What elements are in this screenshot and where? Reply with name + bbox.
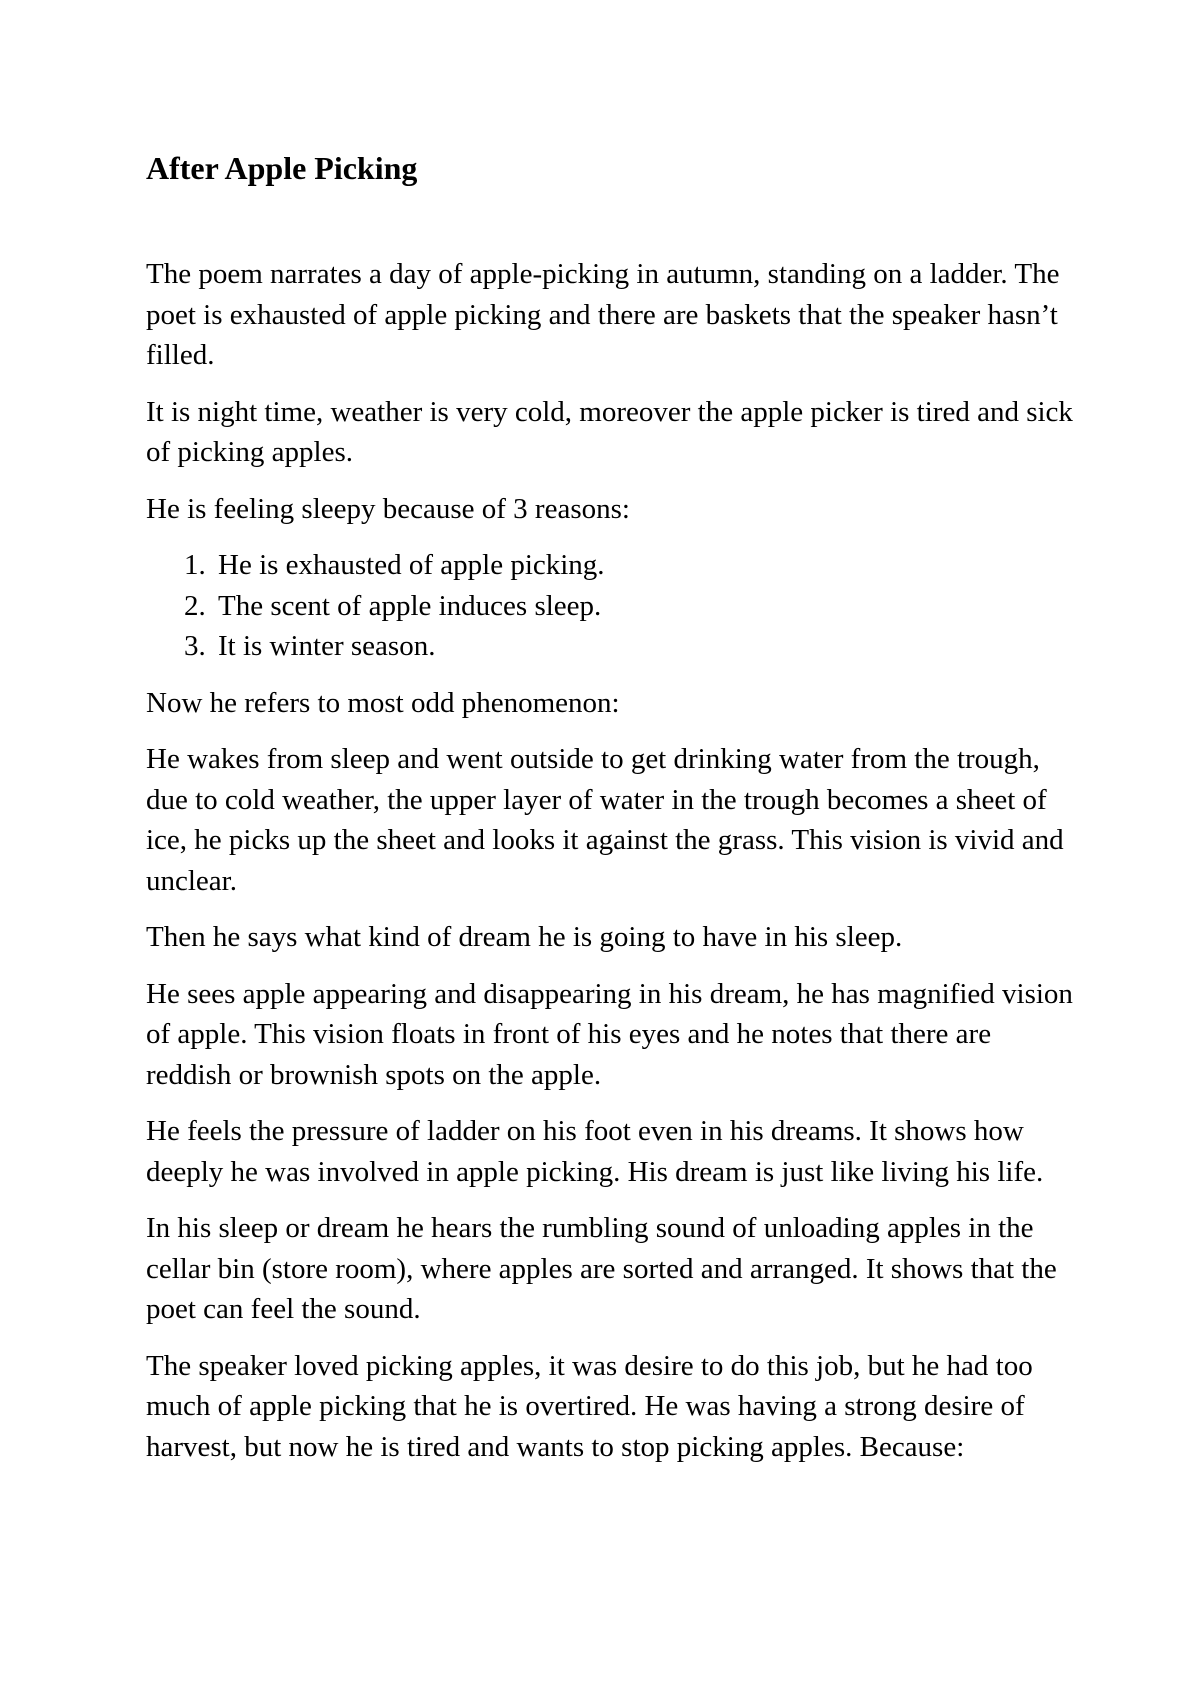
document-title: After Apple Picking <box>146 150 418 186</box>
paragraph-dream-intro: Then he says what kind of dream he is going to have in his sleep. <box>146 921 903 953</box>
list-item-number: 3. <box>184 630 206 662</box>
paragraph-odd-phenomenon: Now he refers to most odd phenomenon: <box>146 686 620 719</box>
paragraph-trough: He wakes from sleep and went outside to get drinking water from the trough, due to cold weather, the upper layer of water in the trough becomes a sheet of ice, he picks up the sheet and looks it against the grass. This vision is vivid and unclear. <box>146 743 1064 897</box>
list-item-number: 2. <box>184 589 206 622</box>
list-item-text: The scent of apple induces sleep. <box>218 589 602 622</box>
paragraph-night-time: It is night time, weather is very cold, moreover the apple picker is tired and sick of picking apples. <box>146 395 1073 468</box>
list-item <box>184 626 1076 667</box>
list-item-number: 1. <box>184 549 206 581</box>
list-item-text: It is winter season. <box>218 630 436 662</box>
list-item <box>184 586 1076 627</box>
paragraph-cellar-bin: In his sleep or dream he hears the rumbling sound of unloading apples in the cellar bin (store room), where apples are sorted and arranged. It shows that the poet can feel the sound. <box>146 1212 1057 1325</box>
paragraph-ladder-pressure: He feels the pressure of ladder on his foot even in his dreams. It shows how deeply he was involved in apple picking. His dream is just like living his life. <box>146 1115 1044 1188</box>
document-page <box>146 140 1076 1483</box>
reasons-list <box>146 545 1076 667</box>
paragraph-reasons-intro: He is feeling sleepy because of 3 reasons: <box>146 492 630 525</box>
list-item <box>184 545 1076 586</box>
paragraph-apple-vision: He sees apple appearing and disappearing in his dream, he has magnified vision of apple. This vision floats in front of his eyes and he notes that there are reddish or brownish spots on the apple. <box>146 977 1073 1091</box>
paragraph-summary: The poem narrates a day of apple-picking in autumn, standing on a ladder. The poet is exhausted of apple picking and there are baskets that the speaker hasn’t filled. <box>146 258 1060 371</box>
paragraph-overtired: The speaker loved picking apples, it was desire to do this job, but he had too much of apple picking that he is overtired. He was having a strong desire of harvest, but now he is tired and wants to stop picking apples. Because: <box>146 1349 1033 1463</box>
list-item-text: He is exhausted of apple picking. <box>218 549 605 581</box>
